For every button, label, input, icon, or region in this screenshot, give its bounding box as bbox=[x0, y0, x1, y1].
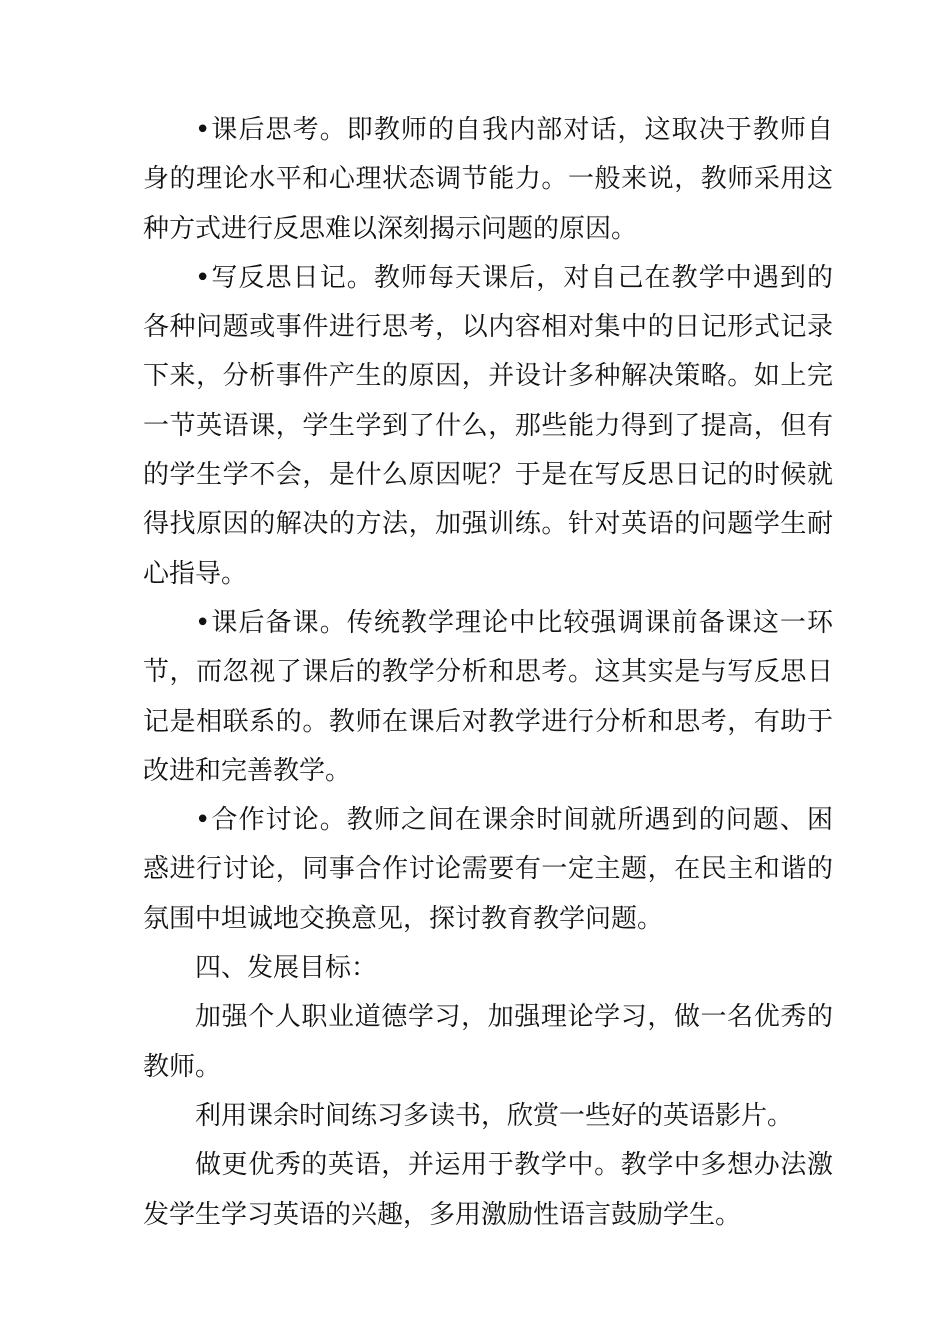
paragraph-after-class-preparation: •课后备课。传统教学理论中比较强调课前备课这一环节，而忽视了课后的教学分析和思考。这其实是与写反思日记是相联系的。教师在课后对教学进行分析和思考，有助于改进和完善教学。 bbox=[143, 607, 833, 786]
document-body bbox=[143, 106, 833, 1240]
section-heading-development-goals: 四、发展目标： bbox=[195, 953, 378, 984]
paragraph-goal-english: 做更优秀的英语，并运用于教学中。教学中多想办法激发学生学习英语的兴趣，多用激励性语言鼓励学生。 bbox=[143, 1150, 833, 1230]
paragraph-cooperative-discussion: •合作讨论。教师之间在课余时间就所遇到的问题、困惑进行讨论，同事合作讨论需要有一定主题，在民主和谐的氛围中坦诚地交换意见，探讨教育教学问题。 bbox=[143, 805, 833, 934]
paragraph-reflection-diary: •写反思日记。教师每天课后，对自己在教学中遇到的各种问题或事件进行思考，以内容相对集中的日记形式记录下来，分析事件产生的原因，并设计多种解决策略。如上完一节英语课，学生学到了什么，那些能力得到了提高，但有的学生学不会，是什么原因呢？于是在写反思日记的时候就得找原因的解决的方法，加强训练。针对英语的问题学生耐心指导。 bbox=[143, 262, 833, 589]
paragraph-after-class-reflection: •课后思考。即教师的自我内部对话，这取决于教师自身的理论水平和心理状态调节能力。一般来说，教师采用这种方式进行反思难以深刻揭示问题的原因。 bbox=[143, 115, 833, 244]
paragraph-goal-ethics: 加强个人职业道德学习，加强理论学习，做一名优秀的教师。 bbox=[143, 1002, 833, 1082]
paragraph-goal-reading: 利用课余时间练习多读书，欣赏一些好的英语影片。 bbox=[195, 1100, 794, 1131]
